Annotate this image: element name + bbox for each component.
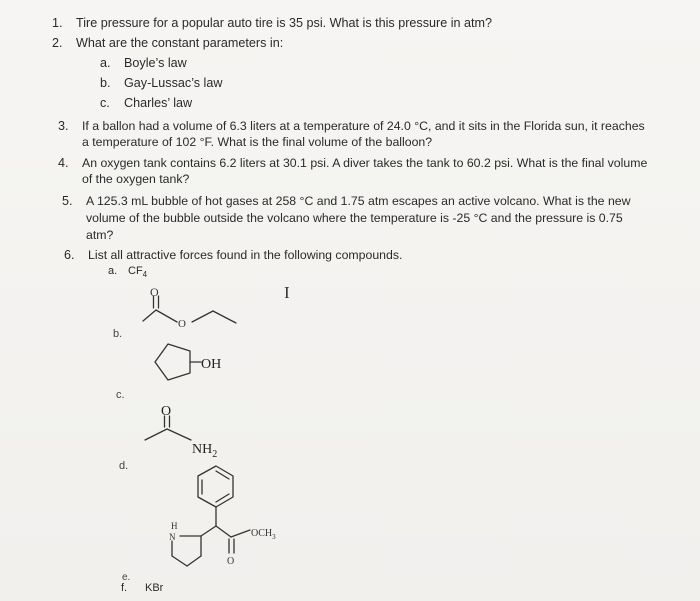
pip-n: N (169, 532, 176, 542)
cyclopentanol-oh: OH (201, 357, 222, 372)
q3-number: 3. (58, 119, 69, 133)
amide-nh2: $NH_2$ (192, 442, 218, 460)
amide-structure (145, 416, 191, 440)
methylphenidate-structure (172, 466, 250, 566)
q4-number: 4. (58, 156, 69, 170)
ester-o-top: O (150, 285, 159, 299)
q6f-text: KBr (145, 582, 164, 594)
q6-number: 6. (64, 248, 75, 262)
q6a-label: a. (108, 265, 118, 277)
q5-number: 5. (62, 194, 73, 208)
q4-line2: of the oxygen tank? (82, 172, 190, 186)
text-cursor-icon: I (284, 283, 290, 302)
amide-o: O (161, 404, 172, 419)
ester-och3: $OCH_3$ (251, 528, 276, 541)
q1-number: 1. (52, 16, 63, 30)
cyclopentanol-structure (155, 344, 201, 380)
q5-line3: atm? (86, 228, 114, 242)
q2-number: 2. (52, 36, 63, 50)
q2b-text: Gay-Lussac’s law (124, 76, 223, 90)
q6a-text: $CF_4$ (128, 265, 148, 280)
q2a-text: Boyle’s law (124, 56, 187, 70)
q4-line1: An oxygen tank contains 6.2 liters at 30.1 psi. A diver takes the tank to 60.2 psi. What is the final volume (82, 156, 648, 170)
q6b-label: b. (113, 328, 123, 340)
q5-line1: A 125.3 mL bubble of hot gases at 258 °C and 1.75 atm escapes an active volcano. What is the new (86, 194, 631, 208)
q6c-label: c. (116, 389, 125, 401)
ester-o-ring: O (178, 318, 186, 330)
q3-line1: If a ballon had a volume of 6.3 liters at a temperature of 24.0 °C, and it sits in the Florida sun, it reaches (82, 119, 645, 133)
q2a-label: a. (100, 56, 111, 70)
q2c-text: Charles’ law (124, 96, 193, 110)
ester-structure (143, 296, 236, 323)
q5-line2: volume of the bubble outside the volcano where the temperature is -25 °C and the pressure is 0.75 (86, 211, 623, 225)
q6e-label: e. (122, 572, 131, 583)
q2b-label: b. (100, 76, 111, 90)
q3-line2: a temperature of 102 °F. What is the final volume of the balloon? (82, 135, 433, 149)
q6-text: List all attractive forces found in the following compounds. (88, 248, 403, 262)
q6d-label: d. (119, 460, 129, 472)
carbonyl-o: O (227, 556, 235, 567)
q6f-label: f. (121, 582, 128, 594)
pip-h: H (171, 521, 178, 531)
q2-text: What are the constant parameters in: (76, 36, 284, 50)
q1-text: Tire pressure for a popular auto tire is 35 psi. What is this pressure in atm? (76, 16, 493, 30)
q2c-label: c. (100, 96, 110, 110)
